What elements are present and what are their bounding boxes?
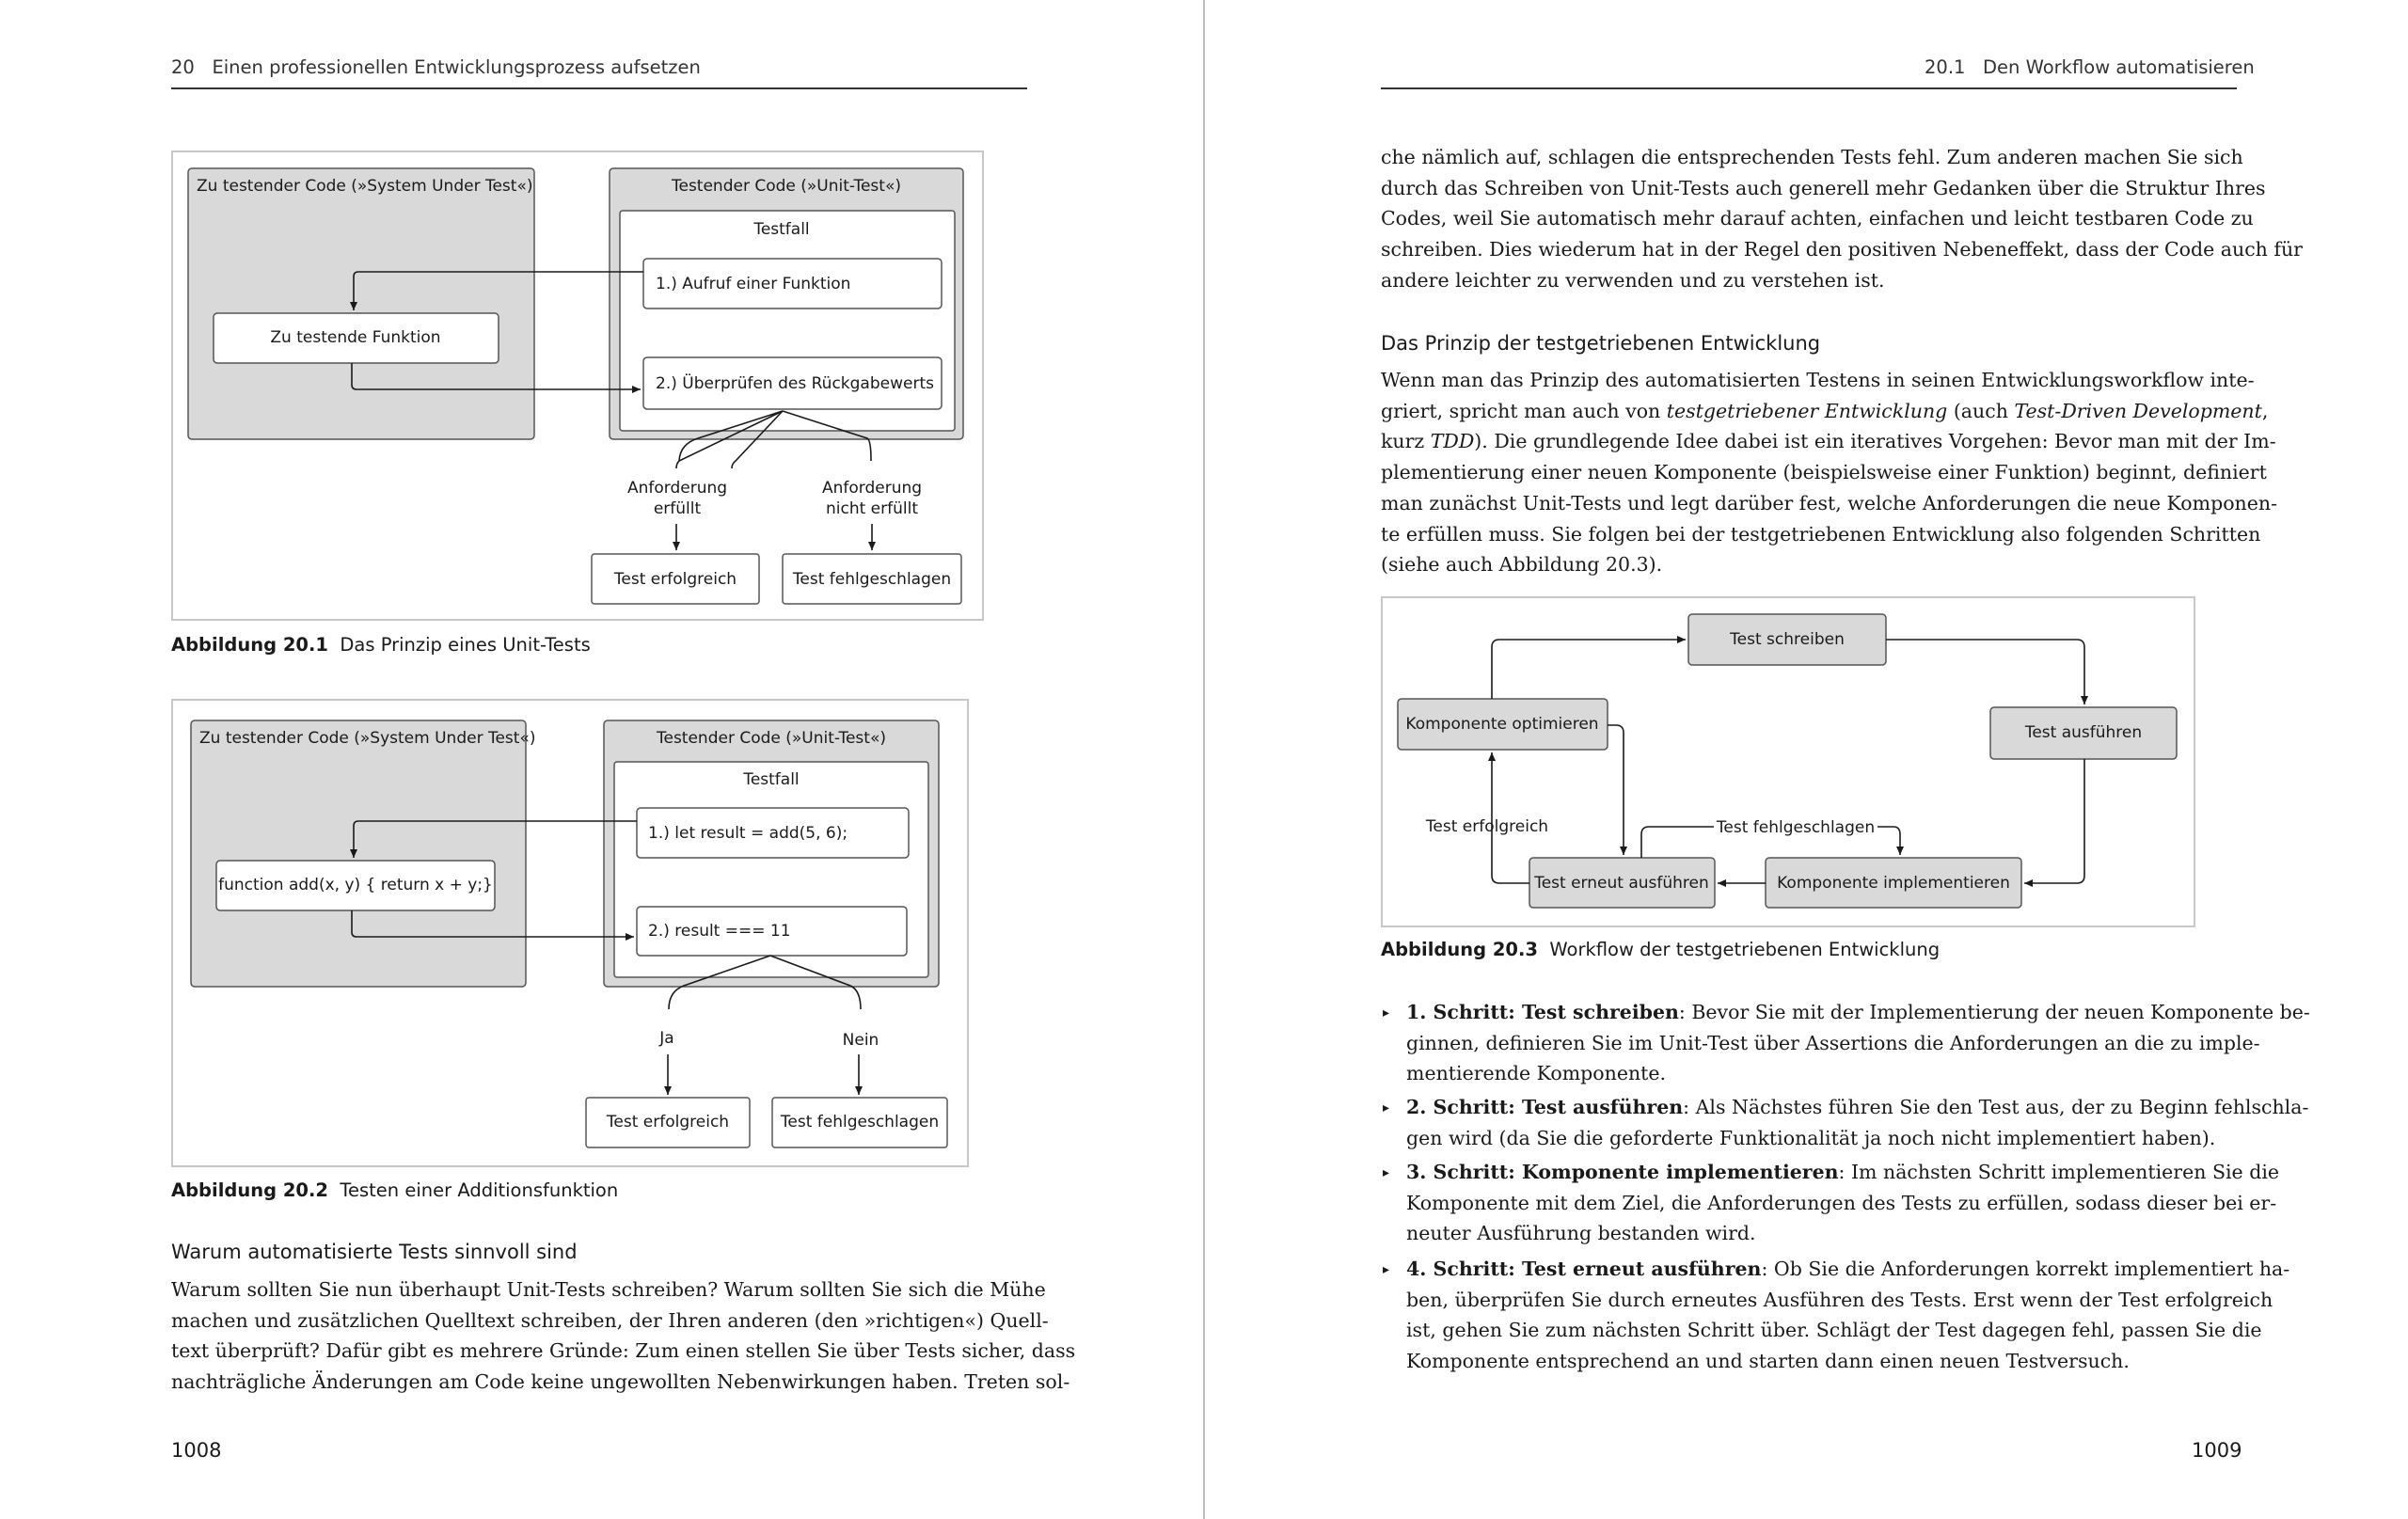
step-text (1406, 1092, 2308, 1153)
figure-20-1 (171, 150, 984, 621)
text-line: text überprüft? Dafür gibt es mehrere Gründe: Zum einen stellen Sie über Tests sicher, dass (171, 1339, 1076, 1363)
caption-label: Abbildung 20.1 (171, 634, 328, 656)
fig1-step2: 2.) Überprüfen des Rückgabewerts (656, 374, 934, 393)
text-run: kurz (1381, 430, 1431, 453)
fig1-branch-left-1: Anforderung (626, 479, 728, 498)
fig2-step1: 1.) let result = add(5, 6); (648, 824, 848, 843)
fig2-function: function add(x, y) { return x + y;} (218, 876, 493, 894)
fig3-run: Test ausführen (2024, 723, 2143, 742)
caption-text: Das Prinzip eines Unit-Tests (340, 634, 591, 656)
caption-text: Testen einer Additionsfunktion (340, 1179, 619, 1201)
figure-20-2 (171, 699, 969, 1167)
text-line: Codes, weil Sie automatisch mehr darauf achten, einfachen und leicht testbaren Code zu (1381, 207, 2254, 230)
text-line: te erfüllen muss. Sie folgen bei der testgetriebenen Entwicklung also folgenden Schritten (1381, 522, 2261, 546)
text-line (1381, 426, 2277, 457)
text-line: durch das Schreiben von Unit-Tests auch generell mehr Gedanken über die Struktur Ihres (1381, 176, 2266, 199)
fig3-fail-label: Test fehlgeschlagen (1716, 818, 1876, 837)
text-run: : Ob Sie die Anforderungen korrekt implementiert ha- (1761, 1258, 2290, 1280)
text-line: plementierung einer neuen Komponente (beispielsweise einer Funktion) beginnt, definiert (1381, 461, 2267, 484)
emphasis: Test-Driven Development (2014, 399, 2262, 422)
fig3-rerun: Test erneut ausführen (1534, 874, 1709, 893)
fig1-sut-title: Zu testender Code (»System Under Test«) (197, 177, 533, 196)
page-gutter (1203, 0, 1205, 1519)
figure-20-3 (1381, 596, 2195, 927)
fig2-success-box: Test erfolgreich (606, 1113, 730, 1131)
right-header-rule (1381, 87, 2237, 89)
bullet-triangle-icon: ▸ (1383, 1165, 1390, 1180)
fig3-optimize: Komponente optimieren (1405, 715, 1599, 734)
tdd-paragraph (1381, 365, 2277, 580)
step-label: 3. Schritt: Komponente implementieren (1406, 1161, 1839, 1183)
right-section-heading: Das Prinzip der testgetriebenen Entwicklung (1381, 332, 1821, 355)
fig2-step2: 2.) result === 11 (648, 922, 791, 941)
text-run: (auch (1947, 399, 2015, 422)
fig2-fail-box: Test fehlgeschlagen (780, 1113, 940, 1131)
text-line: machen und zusätzlichen Quelltext schreiben, der Ihren anderen (den »richtigen«) Quell- (171, 1308, 1049, 1332)
text-line: nachträgliche Änderungen am Code keine ungewollten Nebenwirkungen haben. Treten sol- (171, 1370, 1070, 1394)
right-page-number: 1009 (2192, 1439, 2242, 1462)
fig1-test-title: Testender Code (»Unit-Test«) (671, 177, 902, 196)
fig2-branch-no: Nein (842, 1031, 879, 1050)
text-run: : Als Nächstes führen Sie den Test aus, der zu Beginn fehlschla- (1683, 1096, 2309, 1118)
text-line: Wenn man das Prinzip des automatisierten Testens in seinen Entwicklungsworkflow inte- (1381, 369, 2255, 391)
text-line: (siehe auch Abbildung 20.3). (1381, 553, 1663, 577)
left-page-number: 1008 (171, 1439, 222, 1462)
chapter-title: Einen professionellen Entwicklungsprozess aufsetzen (212, 56, 701, 78)
text-run: : Bevor Sie mit der Implementierung der neuen Komponente be- (1678, 1001, 2310, 1023)
step-label: 4. Schritt: Test erneut ausführen (1406, 1258, 1762, 1280)
left-header-rule (171, 87, 1027, 89)
step-text (1406, 997, 2310, 1089)
bullet-triangle-icon: ▸ (1383, 1005, 1390, 1021)
right-intro-paragraph (1381, 142, 2303, 296)
text-line: man zunächst Unit-Tests und legt darüber fest, welche Anforderungen die neue Komponen- (1381, 491, 2278, 514)
fig2-testfall: Testfall (743, 770, 800, 789)
caption-label: Abbildung 20.3 (1381, 939, 1538, 960)
right-running-header (1925, 56, 2255, 78)
text-run: : Im nächsten Schritt implementieren Sie die (1838, 1161, 2280, 1183)
left-running-header (171, 56, 701, 78)
text-line: Komponente mit dem Ziel, die Anforderungen des Tests zu erfüllen, sodass dieser bei er- (1406, 1191, 2277, 1214)
caption-text: Workflow der testgetriebenen Entwicklung (1549, 939, 1941, 960)
text-line: gen wird (da Sie die geforderte Funktionalität ja noch nicht implementiert haben). (1406, 1126, 2216, 1149)
emphasis: TDD (1430, 430, 1475, 453)
fig2-sut-title: Zu testender Code (»System Under Test«) (199, 729, 536, 748)
fig3-write: Test schreiben (1730, 630, 1845, 649)
figure-20-3-caption (1381, 939, 1940, 960)
text-line: ist, gehen Sie zum nächsten Schritt über. Schlägt der Test dagegen fehl, passen Sie die (1406, 1319, 2262, 1342)
fig1-success-box: Test erfolgreich (613, 570, 737, 589)
fig1-branch-left-2: erfüllt (653, 499, 702, 518)
fig1-testfall: Testfall (753, 220, 810, 239)
left-body-paragraph (171, 1274, 1075, 1398)
text-line: Komponente entsprechend an und starten dann einen neuen Testversuch. (1406, 1350, 2130, 1373)
text-line: ginnen, definieren Sie im Unit-Test über Assertions die Anforderungen an die zu imple- (1406, 1031, 2260, 1054)
fig3-success-label: Test erfolgreich (1425, 817, 1549, 836)
bullet-triangle-icon: ▸ (1383, 1100, 1390, 1116)
left-section-heading: Warum automatisierte Tests sinnvoll sind (171, 1241, 578, 1263)
caption-label: Abbildung 20.2 (171, 1179, 328, 1201)
figure-20-2-caption (171, 1179, 618, 1201)
step-label: 2. Schritt: Test ausführen (1406, 1096, 1684, 1118)
fig1-fail-box: Test fehlgeschlagen (792, 570, 952, 589)
text-run: ). Die grundlegende Idee dabei ist ein iteratives Vorgehen: Bevor man mit der Im- (1474, 430, 2276, 453)
text-line (1381, 396, 2277, 427)
text-line: Warum sollten Sie nun überhaupt Unit-Tests schreiben? Warum sollten Sie sich die Mühe (171, 1278, 1046, 1301)
fig1-branch-right-1: Anforderung (821, 479, 923, 498)
fig1-branch-right-2: nicht erfüllt (825, 499, 919, 518)
fig1-function: Zu testende Funktion (270, 328, 441, 347)
figure-20-1-caption (171, 634, 591, 656)
step-label: 1. Schritt: Test schreiben (1406, 1001, 1679, 1023)
fig2-branch-yes: Ja (659, 1029, 674, 1048)
text-run: , (2261, 399, 2269, 422)
section-title: Den Workflow automatisieren (1983, 56, 2255, 78)
step-text (1406, 1254, 2289, 1377)
text-line: schreiben. Dies wiederum hat in der Regel den positiven Nebeneffekt, dass der Code auch für (1381, 238, 2303, 261)
section-number: 20.1 (1925, 56, 1966, 78)
bullet-triangle-icon: ▸ (1383, 1262, 1390, 1277)
text-line: che nämlich auf, schlagen die entsprechenden Tests fehl. Zum anderen machen Sie sich (1381, 146, 2243, 168)
step-text (1406, 1157, 2279, 1249)
fig1-step1: 1.) Aufruf einer Funktion (656, 275, 851, 293)
chapter-number: 20 (171, 56, 195, 78)
text-run: griert, spricht man auch von (1381, 399, 1667, 422)
emphasis: testgetriebener Entwicklung (1666, 399, 1948, 422)
fig3-implement: Komponente implementieren (1777, 874, 2010, 893)
text-line: neuter Ausführung bestanden wird. (1406, 1222, 1756, 1245)
text-line: mentierende Komponente. (1406, 1062, 1667, 1085)
fig2-test-title: Testender Code (»Unit-Test«) (656, 729, 887, 748)
text-line: andere leichter zu verwenden und zu verstehen ist. (1381, 268, 1885, 292)
text-line: ben, überprüfen Sie durch erneutes Ausführen des Tests. Erst wenn der Test erfolgreich (1406, 1288, 2273, 1311)
